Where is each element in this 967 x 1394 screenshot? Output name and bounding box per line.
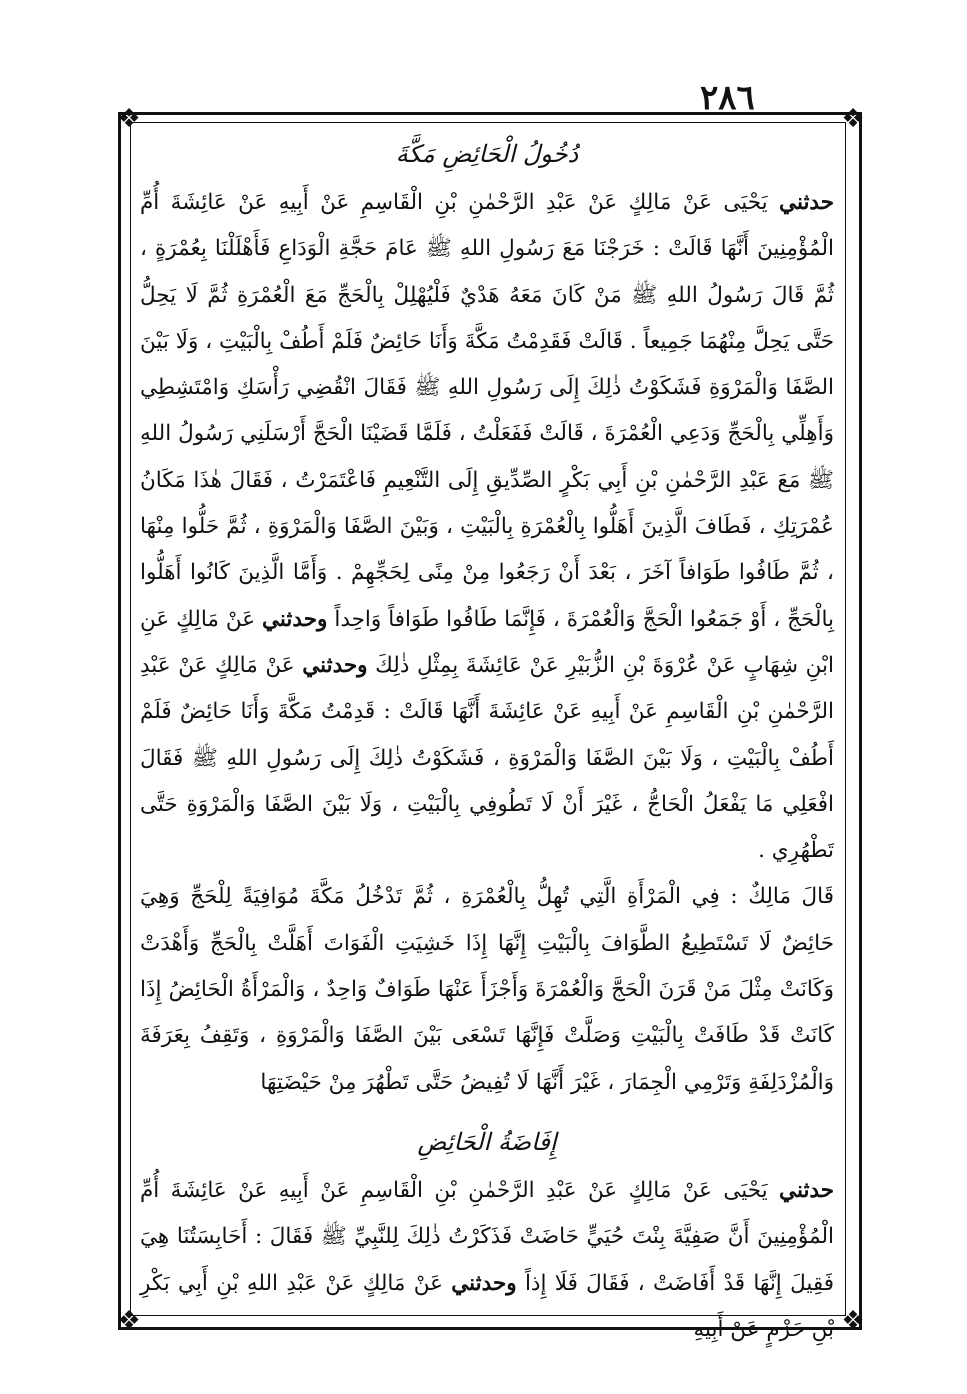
hadith-text: عَنْ مَالِكٍ عَنْ عَبْدِ الرَّحْمٰنِ بْنِ الْقَاسِمِ عَنْ أَبِيهِ عَنْ عَائِشَةَ أَنَّهَا قَالَتْ : قَدِمْتُ مَكَّةَ وَأَنَا حَائِضٌ فَلَمْ أَطُفْ بِالْبَيْتِ ، وَلَا بَيْنَ الصَّفَا وَالْمَرْوَةِ ، فَشَكَوْتُ ذٰلِكَ إِلَى رَسُولِ اللهِ ﷺ فَقَالَ افْعَلِي مَا يَفْعَلُ الْحَاجُّ ، غَيْرَ أَنْ لَا تَطُوفِي بِالْبَيْتِ ، وَلَا بَيْنَ الصَّفَا وَالْمَرْوَةِ حَتَّى تَطْهُرِي . bbox=[140, 652, 834, 864]
ornament-bottom-left-icon: ❖ bbox=[117, 1306, 141, 1336]
page-content bbox=[140, 140, 835, 1342]
hadith-start-word: وحدثني bbox=[262, 606, 328, 632]
hadith-start-word: حدثني bbox=[779, 1177, 834, 1203]
commentary-paragraph: قَالَ مَالِكٌ : فِي الْمَرْأَةِ الَّتِي تُهِلُّ بِالْعُمْرَةِ ، ثُمَّ تَدْخُلُ مَكَّةَ مُوَافِيَةً لِلْحَجِّ وَهِيَ حَائِضٌ لَا تَسْتَطِيعُ الطَّوَافَ بِالْبَيْتِ إِنَّهَا إِذَا خَشِيَتِ الْفَوَاتَ أَهَلَّتْ بِالْحَجِّ وَأَهْدَتْ وَكَانَتْ مِثْلَ مَنْ قَرَنَ الْحَجَّ وَالْعُمْرَةَ وَأَجْزَأَ عَنْهَا طَوَافٌ وَاحِدٌ ، وَالْمَرْأَةُ الْحَائِضُ إِذَا كَانَتْ قَدْ طَافَتْ بِالْبَيْتِ وَصَلَّتْ فَإِنَّهَا تَسْعَى بَيْنَ الصَّفَا وَالْمَرْوَةِ ، وَتَقِفُ بِعَرَفَةَ وَالْمُزْدَلِفَةِ وَتَرْمِي الْجِمَارَ ، غَيْرَ أَنَّهَا لَا تُفِيضُ حَتَّى تَطْهُرَ مِنْ حَيْضَتِهَا bbox=[140, 884, 834, 1095]
ornament-top-left-icon: ❖ bbox=[117, 104, 141, 134]
hadith-text: يَحْيَى عَنْ مَالِكٍ عَنْ عَبْدِ الرَّحْمٰنِ بْنِ الْقَاسِمِ عَنْ أَبِيهِ عَنْ عَائِشَةَ أُمِّ الْمُؤْمِنِينَ أَنَّ صَفِيَّةَ بِنْتَ حُيَيٍّ حَاضَتْ فَذَكَرْتُ ذٰلِكَ لِلنَّبِيِّ ﷺ فَقَالَ : أَحَابِسَتُنَا هِيَ فَقِيلَ إِنَّهَا قَدْ أَفَاضَتْ ، فَقَالَ فَلَا إِذاً bbox=[140, 1177, 835, 1296]
section-heading: دُخُولُ الْحَائِضِ مَكَّةَ bbox=[395, 140, 579, 168]
hadith-text: يَحْيَى عَنْ مَالِكٍ عَنْ عَبْدِ الرَّحْمٰنِ بْنِ الْقَاسِمِ عَنْ أَبِيهِ عَنْ عَائِشَةَ أُمِّ الْمُؤْمِنِينَ أَنَّهَا قَالَتْ : خَرَجْنَا مَعَ رَسُولِ اللهِ ﷺ عَامَ حَجَّةِ الْوَدَاعِ فَأَهْلَلْنَا بِعُمْرَةٍ ، ثُمَّ قَالَ رَسُولُ اللهِ ﷺ مَنْ كَانَ مَعَهُ هَدْيٌ فَلْيُهْلِلْ بِالْحَجِّ مَعَ الْعُمْرَةِ ثُمَّ لَا يَحِلُّ حَتَّى يَحِلَّ مِنْهُمَا جَمِيعاً . قَالَتْ فَقَدِمْتُ مَكَّةَ وَأَنَا حَائِضٌ فَلَمْ أَطُفْ بِالْبَيْتِ ، وَلَا بَيْنَ الصَّفَا وَالْمَرْوَةِ فَشَكَوْتُ ذٰلِكَ إِلَى رَسُولِ اللهِ ﷺ فَقَالَ انْقُضِي رَأْسَكِ وَامْتَشِطِي وَأَهِلِّي بِالْحَجِّ وَدَعِي الْعُمْرَةَ ، قَالَتْ فَفَعَلْتُ ، فَلَمَّا قَضَيْنَا الْحَجَّ أَرْسَلَنِي رَسُولُ اللهِ ﷺ مَعَ عَبْدِ الرَّحْمٰنِ بْنِ أَبِي بَكْرٍ الصِّدِّيقِ إِلَى التَّنْعِيمِ فَاعْتَمَرْتُ ، فَقَالَ هٰذَا مَكَانُ عُمْرَتِكِ ، فَطَافَ الَّذِينَ أَهَلُّوا بِالْعُمْرَةِ بِالْبَيْتِ ، وَبَيْنَ الصَّفَا وَالْمَرْوَةِ ، ثُمَّ حَلُّوا مِنْهَا ، ثُمَّ طَافُوا طَوَافاً آخَرَ ، بَعْدَ أَنْ رَجَعُوا مِنْ مِنًى لِحَجِّهِمْ . وَأَمَّا الَّذِينَ كَانُوا أَهَلُّوا بِالْحَجِّ ، أَوْ جَمَعُوا الْحَجَّ وَالْعُمْرَةَ ، فَإِنَّمَا طَافُوا طَوَافاً وَاحِداً bbox=[140, 190, 835, 632]
hadith-start-word: وحدثني bbox=[451, 1270, 517, 1296]
hadith-text: عَنْ مَالِكٍ عَنْ عَبْدِ اللهِ بْنِ أَبِي بَكْرِ بْنِ حَزْمٍ عَنْ أَبِيهِ bbox=[140, 1270, 834, 1342]
hadith-paragraph bbox=[140, 1168, 834, 1353]
ornament-top-right-icon: ❖ bbox=[841, 104, 865, 134]
page-number: ٢٨٦ bbox=[700, 78, 755, 118]
hadith-paragraph bbox=[140, 180, 834, 874]
hadith-start-word: وحدثني bbox=[302, 652, 368, 678]
section-heading: إِفَاضَةُ الْحَائِضِ bbox=[417, 1127, 557, 1156]
ornament-bottom-right-icon: ❖ bbox=[841, 1306, 865, 1336]
hadith-start-word: حدثني bbox=[779, 190, 834, 215]
hadith-text: عَنْ مَالِكٍ عَنِ ابْنِ شِهَابٍ عَنْ عُرْوَةَ بْنِ الزُّبَيْرِ عَنْ عَائِشَةَ بِمِثْلِ ذٰلِكَ bbox=[140, 606, 834, 678]
